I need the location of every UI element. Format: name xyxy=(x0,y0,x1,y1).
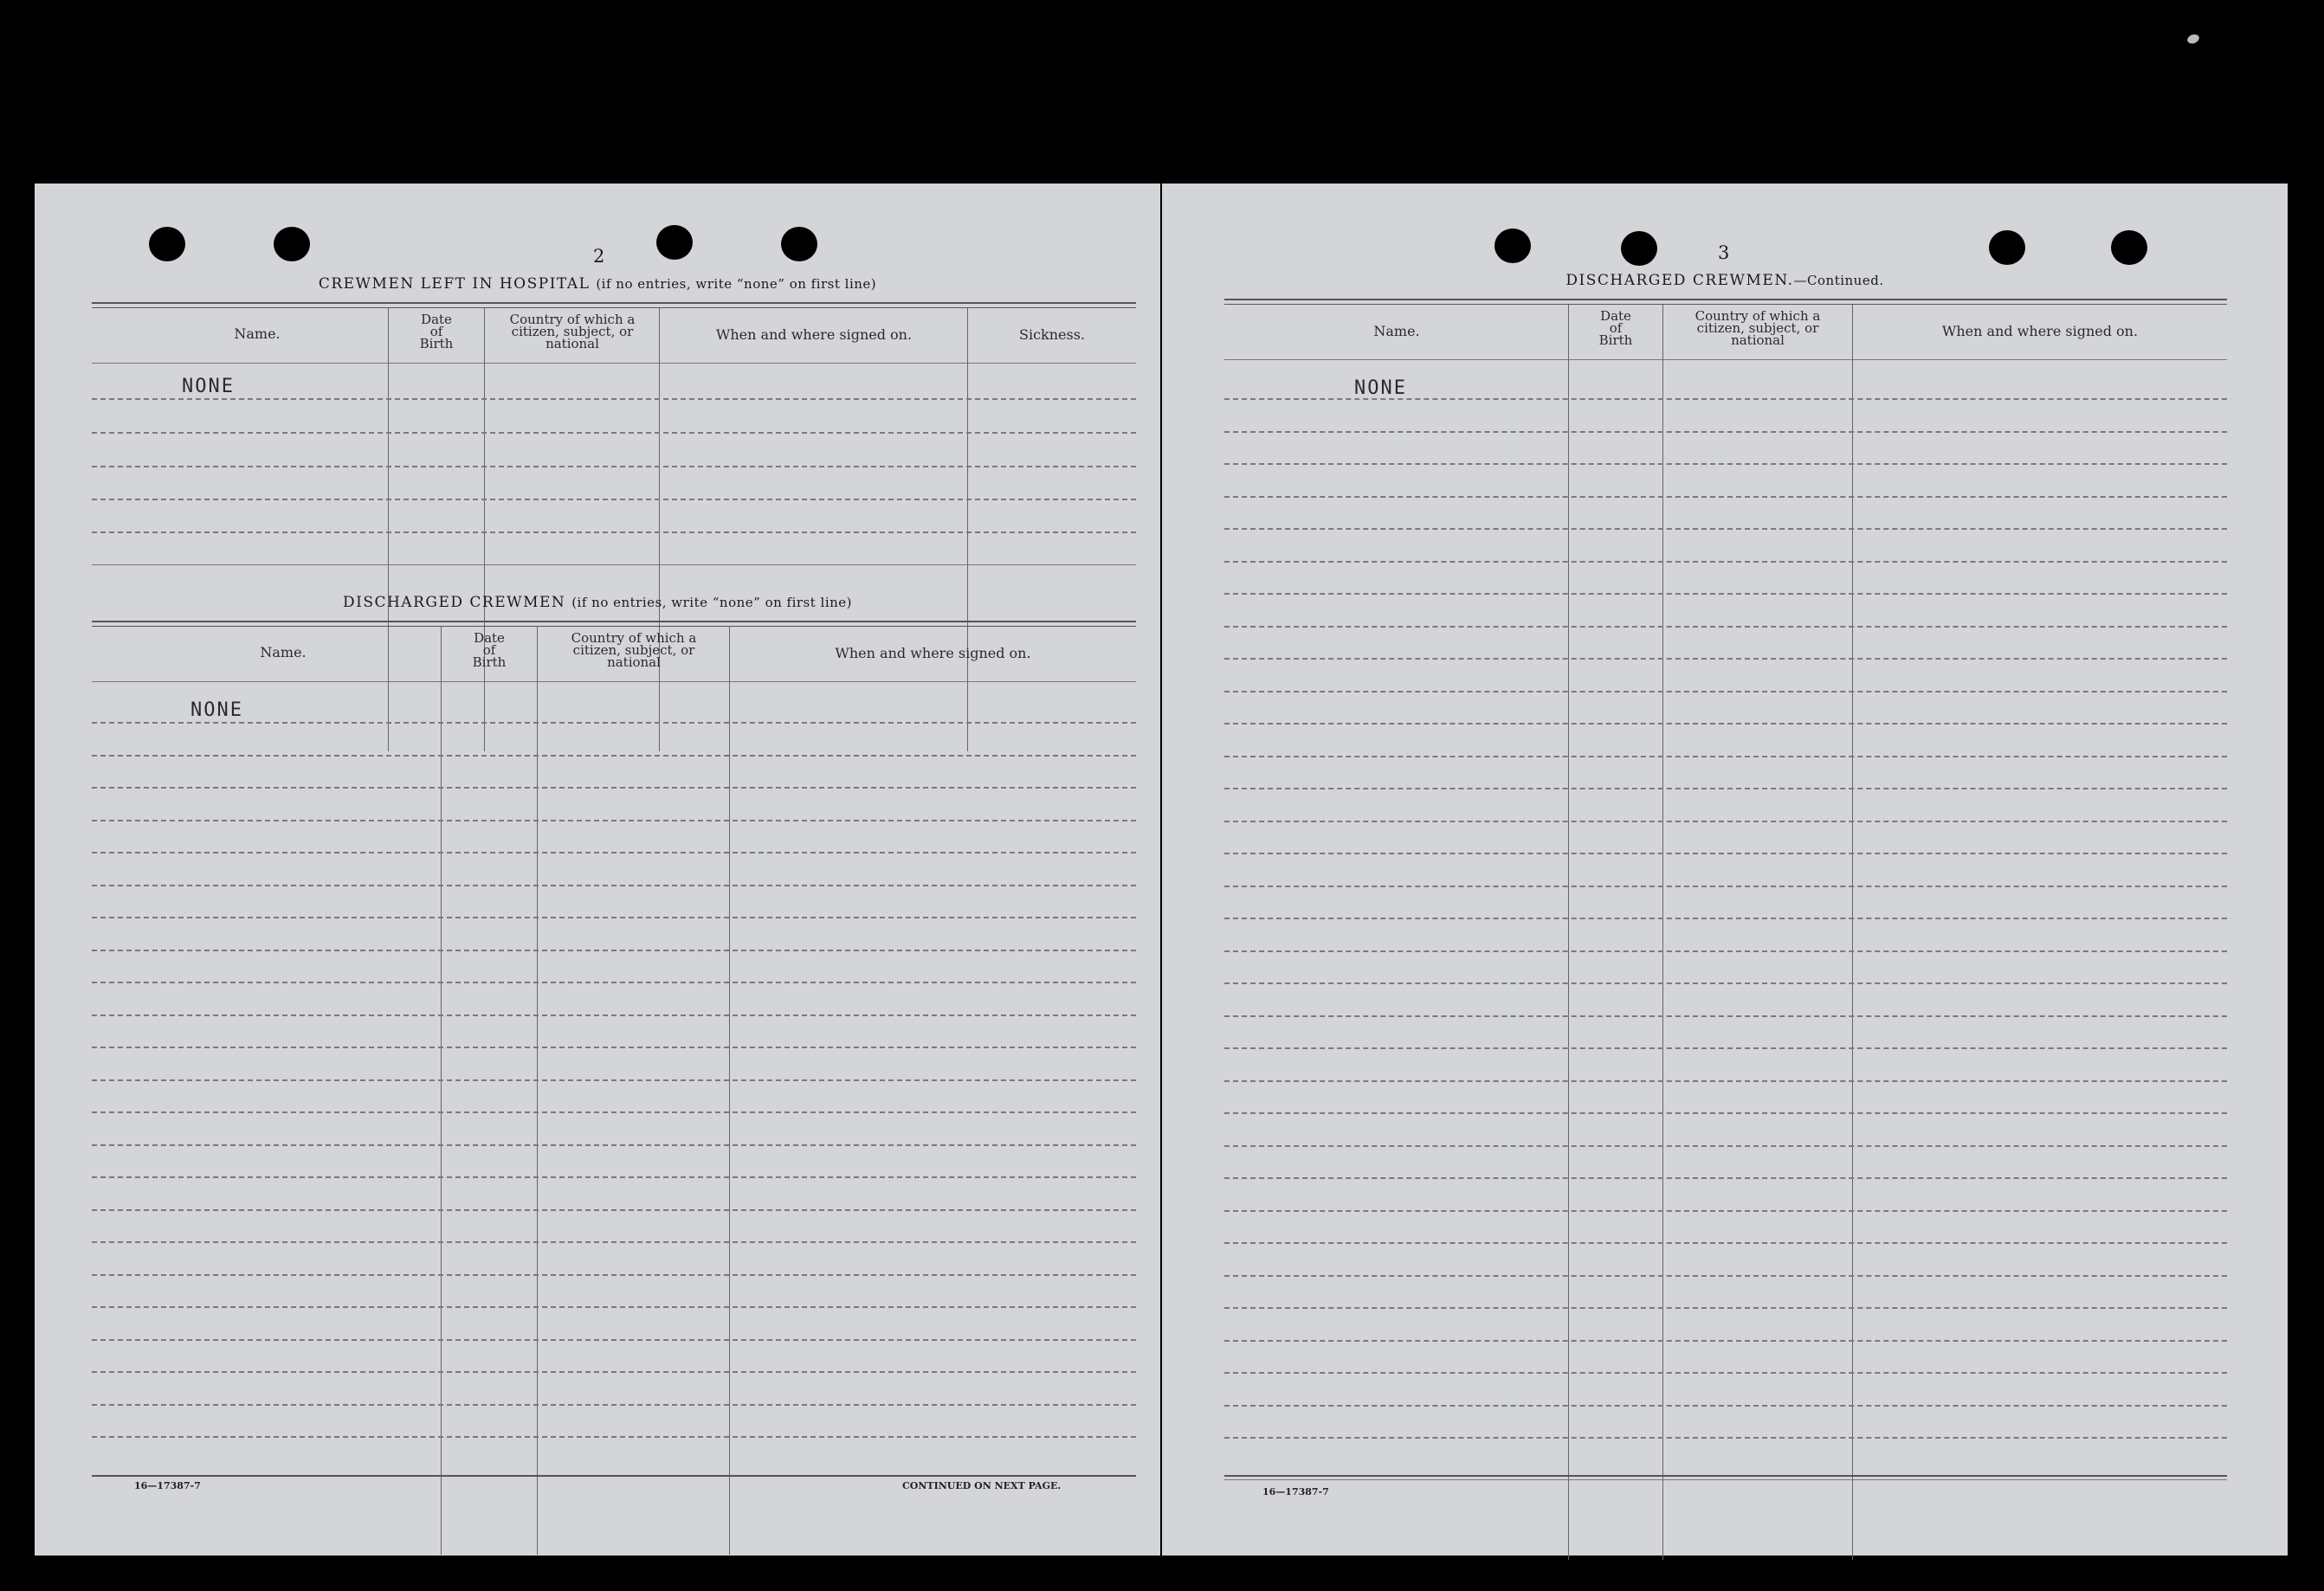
country-line: Country of which a xyxy=(1695,308,1821,324)
country-line: citizen, subject, or xyxy=(511,324,634,339)
country-line: national xyxy=(545,336,599,351)
hospital-instruction: (if no entries, write “none” on first line) xyxy=(596,276,877,292)
entry-line xyxy=(92,1047,1136,1048)
dob-line: of xyxy=(429,324,443,339)
entry-line xyxy=(92,1111,1136,1113)
entry-line xyxy=(92,1176,1136,1178)
country-line: national xyxy=(1731,332,1785,348)
entry-line xyxy=(1224,1372,2227,1374)
entry-line xyxy=(92,398,1136,400)
continued-suffix: —Continued. xyxy=(1793,273,1884,288)
entry-line xyxy=(1224,853,2227,854)
dob-line: Birth xyxy=(1598,332,1633,348)
discharged-title: DISCHARGED CREWMEN xyxy=(342,594,566,611)
punch-hole xyxy=(656,225,693,260)
row-divider xyxy=(1224,359,2227,360)
discharged-entry: NONE xyxy=(190,699,243,721)
header-rule xyxy=(1224,299,2227,305)
entry-line xyxy=(92,852,1136,853)
entry-line xyxy=(1224,918,2227,919)
col-sickness-header: Sickness. xyxy=(1018,326,1085,343)
discharged-instruction: (if no entries, write “none” on first line) xyxy=(571,595,853,610)
discharged-title: DISCHARGED CREWMEN. xyxy=(1565,272,1794,289)
entry-line xyxy=(1224,1047,2227,1049)
entry-line xyxy=(1224,1275,2227,1277)
hospital-entry: NONE xyxy=(182,376,235,397)
row-divider xyxy=(92,681,1136,682)
col-dob-header xyxy=(388,313,485,350)
entry-line xyxy=(1224,398,2227,400)
entry-line xyxy=(92,1339,1136,1341)
country-line: citizen, subject, or xyxy=(1696,320,1819,336)
column-divider xyxy=(659,308,660,751)
section-end-rule xyxy=(92,564,1136,565)
entry-line xyxy=(1224,658,2227,660)
entry-line xyxy=(1224,1177,2227,1179)
entry-line xyxy=(92,531,1136,533)
entry-line xyxy=(1224,723,2227,725)
entry-line xyxy=(92,722,1136,724)
entry-line xyxy=(92,755,1136,757)
entry-line xyxy=(1224,431,2227,433)
entry-line xyxy=(1224,1210,2227,1212)
entry-line xyxy=(1224,1405,2227,1407)
col-name-header: Name. xyxy=(1373,323,1420,339)
discharged-continued-title xyxy=(1162,272,2288,289)
entry-line xyxy=(92,1436,1136,1438)
entry-line xyxy=(1224,593,2227,595)
left-page xyxy=(35,184,1160,1556)
hospital-section-title xyxy=(35,275,1160,293)
page-end-rule xyxy=(92,1475,1136,1477)
entry-line xyxy=(92,1241,1136,1243)
col-signed-on-header: When and where signed on. xyxy=(1941,323,2139,339)
punch-hole xyxy=(1494,229,1531,263)
col-country-header xyxy=(1662,310,1853,346)
header-rule xyxy=(92,302,1136,308)
dob-line: Date xyxy=(474,630,505,646)
entry-line xyxy=(1224,1112,2227,1114)
dob-line: Birth xyxy=(419,336,454,351)
country-line: national xyxy=(607,654,661,670)
dob-line: of xyxy=(482,642,496,658)
col-dob-header xyxy=(441,632,538,668)
entry-line xyxy=(92,1144,1136,1146)
entry-line xyxy=(92,1015,1136,1016)
country-line: citizen, subject, or xyxy=(572,642,695,658)
entry-line xyxy=(92,1274,1136,1276)
entry-line xyxy=(1224,1080,2227,1082)
column-divider xyxy=(729,627,730,1555)
punch-hole xyxy=(149,227,185,261)
right-page xyxy=(1162,184,2288,1556)
entry-line xyxy=(1224,496,2227,498)
entry-line xyxy=(1224,1307,2227,1309)
entry-line xyxy=(92,1209,1136,1211)
column-divider xyxy=(388,308,389,751)
entry-line xyxy=(92,950,1136,951)
punch-hole xyxy=(1621,231,1657,266)
country-line: Country of which a xyxy=(509,312,636,327)
col-country-header xyxy=(538,632,730,668)
header-rule xyxy=(92,621,1136,627)
entry-line xyxy=(92,499,1136,500)
discharged-section-title xyxy=(35,594,1160,611)
col-signed-on-header: When and where signed on. xyxy=(715,326,913,343)
entry-line xyxy=(92,1371,1136,1373)
entry-line xyxy=(1224,561,2227,563)
entry-line xyxy=(92,982,1136,983)
punch-hole xyxy=(274,227,310,261)
dob-line: Date xyxy=(421,312,452,327)
col-name-header: Name. xyxy=(260,644,307,660)
entry-line xyxy=(92,1404,1136,1406)
entry-line xyxy=(1224,788,2227,789)
entry-line xyxy=(1224,463,2227,465)
column-divider xyxy=(484,308,485,751)
discharged-entry: NONE xyxy=(1354,377,1407,399)
entry-line xyxy=(1224,691,2227,692)
punch-hole xyxy=(2111,230,2147,265)
entry-line xyxy=(1224,528,2227,530)
row-divider xyxy=(92,363,1136,364)
entry-line xyxy=(1224,756,2227,757)
column-divider xyxy=(967,308,968,751)
entry-line xyxy=(1224,821,2227,822)
entry-line xyxy=(1224,1437,2227,1439)
dob-line: Birth xyxy=(472,654,507,670)
hospital-title: CREWMEN LEFT IN HOSPITAL xyxy=(318,275,591,293)
dob-line: of xyxy=(1609,320,1623,336)
page-end-rule xyxy=(1224,1479,2227,1480)
column-divider xyxy=(537,627,538,1555)
col-dob-header xyxy=(1569,310,1662,346)
form-number: 16—17387-7 xyxy=(1262,1486,1329,1498)
entry-line xyxy=(1224,1015,2227,1017)
entry-line xyxy=(92,820,1136,821)
entry-line xyxy=(1224,1340,2227,1342)
col-name-header: Name. xyxy=(234,325,281,342)
entry-line xyxy=(1224,982,2227,984)
col-country-header xyxy=(485,313,660,350)
form-number: 16—17387-7 xyxy=(134,1480,201,1491)
col-signed-on-header: When and where signed on. xyxy=(835,645,1031,661)
entry-line xyxy=(1224,950,2227,952)
dob-line: Date xyxy=(1600,308,1631,324)
entry-line xyxy=(92,917,1136,918)
entry-line xyxy=(1224,1145,2227,1147)
entry-line xyxy=(92,787,1136,789)
entry-line xyxy=(92,466,1136,467)
page-number: 2 xyxy=(593,246,605,267)
punch-hole xyxy=(781,227,817,261)
entry-line xyxy=(1224,1242,2227,1244)
entry-line xyxy=(92,1079,1136,1081)
entry-line xyxy=(92,1306,1136,1308)
entry-line xyxy=(92,432,1136,434)
column-divider xyxy=(441,627,442,1555)
entry-line xyxy=(92,885,1136,886)
country-line: Country of which a xyxy=(571,630,697,646)
page-end-rule xyxy=(1224,1475,2227,1477)
page-number: 3 xyxy=(1718,242,1730,263)
entry-line xyxy=(1224,626,2227,628)
entry-line xyxy=(1224,886,2227,887)
punch-hole xyxy=(1989,230,2025,265)
continued-note: CONTINUED ON NEXT PAGE. xyxy=(902,1480,1062,1491)
scan-speck xyxy=(2186,33,2201,45)
